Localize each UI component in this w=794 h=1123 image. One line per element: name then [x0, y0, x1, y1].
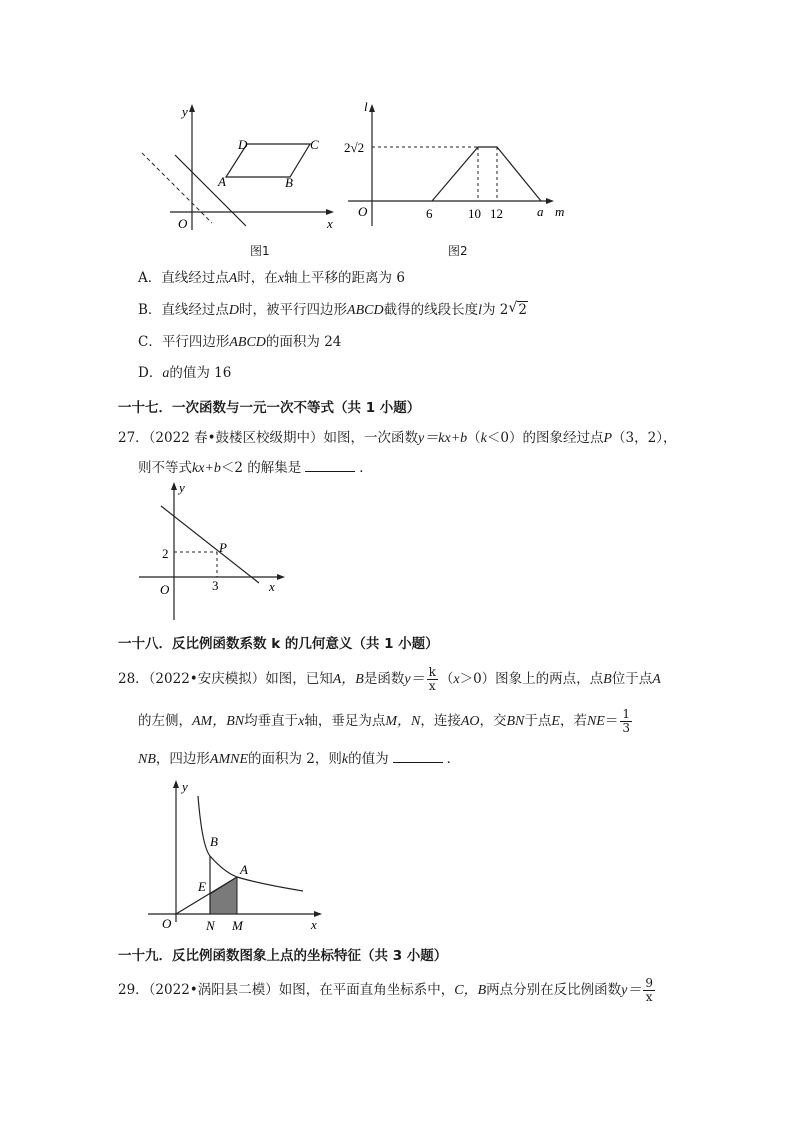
answer-blank-27[interactable]: [305, 457, 355, 472]
fig28-origin-label: O: [162, 916, 172, 931]
fig28-y-label: y: [182, 779, 188, 794]
question-28-line-3: NB，四边形AMNE的面积为 2，则k的值为 ．: [138, 748, 460, 770]
fig27-tick-2: 2: [162, 546, 169, 561]
fig1-point-d: D: [238, 137, 248, 152]
fig1-y-label: y: [182, 104, 188, 119]
fig1-point-a: A: [218, 174, 226, 189]
fig27-tick-3: 3: [212, 578, 219, 593]
fraction-one-third: $\frac{1}{3}$: [622, 707, 630, 735]
fig1-origin-label: O: [178, 216, 188, 231]
fig2-tick-10: 10: [468, 206, 481, 221]
section-heading-18: 一十八．反比例函数系数 k 的几何意义（共 1 小题）: [118, 636, 439, 652]
fig2-tick-6: 6: [426, 206, 433, 221]
figure-1-caption: 图1: [250, 244, 270, 258]
fig2-tick-12: 12: [490, 206, 503, 221]
section-heading-19: 一十九．反比例函数图象上点的坐标特征（共 3 小题）: [118, 948, 448, 964]
answer-blank-28[interactable]: [393, 748, 443, 763]
fig27-origin-label: O: [160, 582, 170, 597]
figure-2-graph: [340, 98, 580, 228]
figure-28-hyperbola: [140, 776, 330, 936]
fig28-x-label: x: [311, 917, 317, 932]
fig2-peak-label: 2√2: [344, 140, 365, 155]
option-d: D．a的值为 16: [138, 365, 232, 381]
fig28-point-b: B: [210, 834, 218, 849]
fig27-y-label: y: [179, 480, 185, 495]
fraction-k-over-x: $\frac{k}{x}$: [428, 665, 436, 693]
fig2-x-label: m: [555, 204, 565, 219]
fig28-point-a: A: [240, 862, 248, 877]
fig27-point-p: P: [219, 540, 227, 555]
question-28-line-1: 28．（2022•安庆模拟）如图，已知A，B是函数y＝ $\frac{k}{x}$ （x＞0）图象上的两点，点B位于点A: [118, 665, 661, 693]
option-c: C．平行四边形ABCD的面积为 24: [138, 334, 342, 350]
fig2-origin-label: O: [358, 204, 368, 219]
fig28-point-e: E: [198, 879, 206, 894]
fraction-9-over-x: $\frac{9}{x}$: [645, 976, 653, 1004]
option-b: B．直线经过点D时，被平行四边形ABCD截得的线段长度l为 2 √ 2: [138, 300, 527, 318]
fig28-point-n: N: [206, 918, 215, 933]
option-a: A．直线经过点A时，在x轴上平移的距离为 6: [138, 270, 405, 286]
fig27-x-label: x: [269, 579, 275, 594]
fig1-x-label: x: [327, 216, 333, 231]
fig28-point-m: M: [232, 918, 243, 933]
fig1-point-b: B: [285, 175, 293, 190]
figure-1-parallelogram: [130, 100, 350, 260]
section-heading-17: 一十七．一次函数与一元一次不等式（共 1 小题）: [118, 400, 421, 416]
fig2-y-label: l: [364, 99, 368, 114]
question-27-line-2: 则不等式kx+b＜2 的解集是 ．: [138, 457, 373, 479]
fig2-tick-a: a: [537, 204, 544, 219]
fig1-point-c: C: [310, 137, 319, 152]
question-28-line-2: 的左侧，AM，BN均垂直于x轴，垂足为点M，N，连接AO，交BN于点E，若NE＝ $\frac{1}{3}$: [138, 707, 630, 735]
figure-27-linear-graph: [135, 478, 295, 628]
question-27-line-1: 27．（2022 春•鼓楼区校级期中）如图，一次函数y＝kx+b（k＜0）的图象经过点P（3，2），: [118, 430, 677, 446]
figure-2-caption: 图2: [448, 244, 468, 258]
question-29-line-1: 29．（2022•涡阳县二模）如图，在平面直角坐标系中，C，B两点分别在反比例函数y＝ $\frac{9}{x}$: [118, 976, 653, 1004]
